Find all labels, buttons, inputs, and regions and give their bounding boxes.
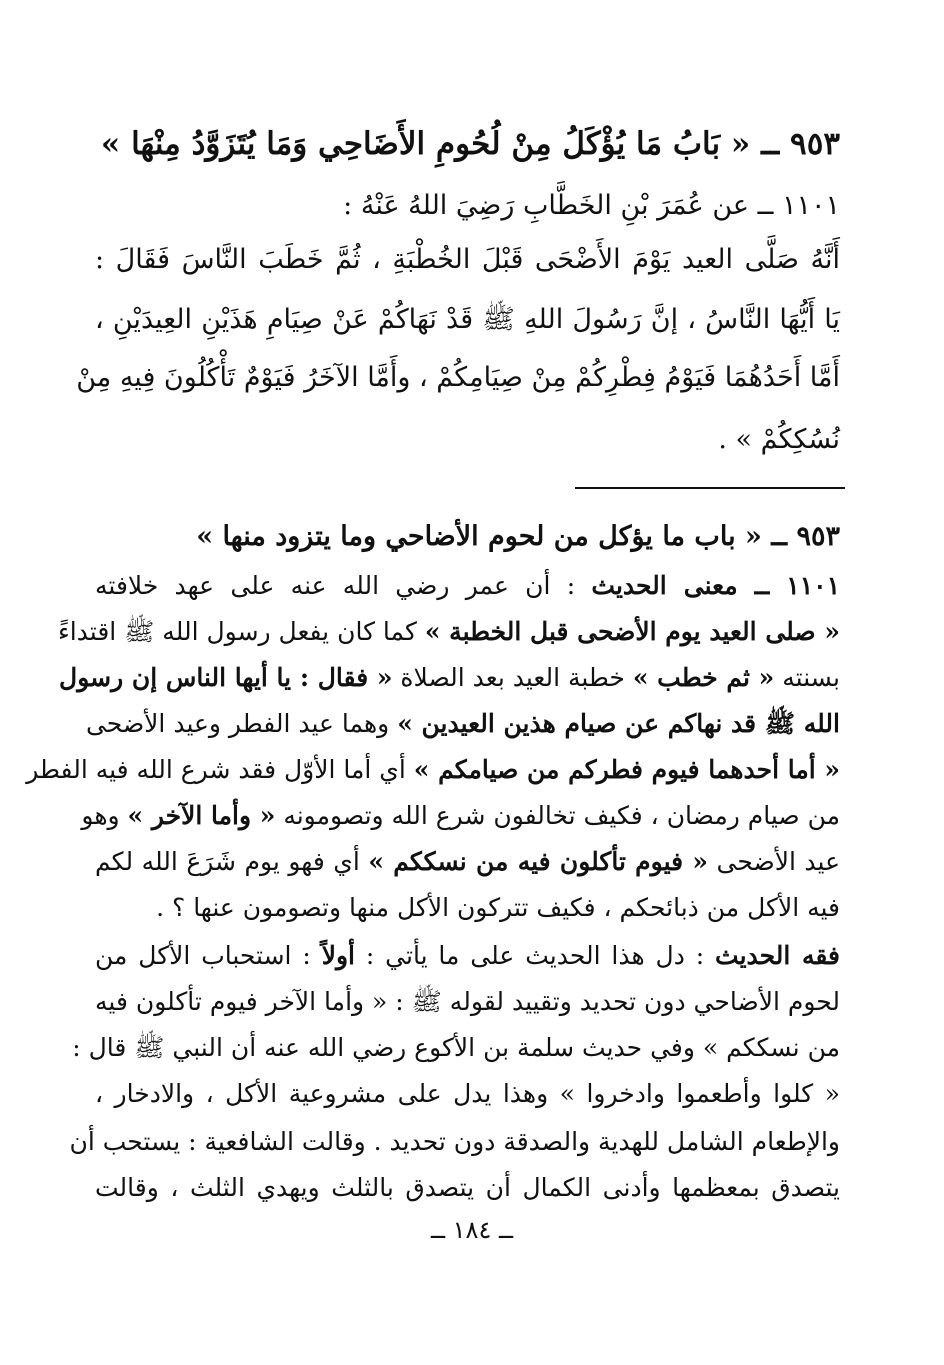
commentary-text: « كلوا وأطعموا وادخروا » وهذا يدل على مشروعية الأكل ، والادخار ، bbox=[95, 1079, 840, 1108]
point-label: أولاً bbox=[321, 941, 355, 970]
commentary-text: : دل هذا الحديث على ما يأتي : bbox=[354, 941, 716, 970]
commentary-text: لحوم الأضاحي دون تحديد وتقييد لقوله ﷺ : « وأما الآخر فيوم تأكلون فيه bbox=[95, 987, 840, 1016]
commentary-line bbox=[72, 1028, 840, 1068]
commentary-text: فيه الأكل من ذبائحكم ، فكيف تتركون الأكل منها وتصومون عنها ؟ . bbox=[156, 893, 840, 922]
commentary-line bbox=[59, 658, 840, 698]
commentary-text: خطبة العيد بعد الصلاة bbox=[392, 663, 633, 692]
commentary-text: بسنته bbox=[774, 663, 840, 692]
quoted-hadith-text: الله ﷺ قد نهاكم عن صيام هذين العيدين » bbox=[397, 709, 840, 738]
commentary-text: والإطعام الشامل للهدية والصدقة دون تحديد . وقالت الشافعية : يستحب أن bbox=[69, 1127, 840, 1156]
commentary-line bbox=[95, 566, 840, 606]
quoted-hadith-text: « فيوم تأكلون فيه من نسككم » bbox=[368, 847, 708, 876]
commentary-text: أي فهو يوم شَرَعَ الله لكم bbox=[95, 847, 369, 876]
commentary-line bbox=[85, 704, 840, 744]
commentary-text: من نسككم » وفي حديث سلمة بن الأكوع رضي الله عنه أن النبي ﷺ قال : bbox=[72, 1033, 840, 1062]
commentary-line bbox=[95, 888, 840, 928]
quoted-hadith-text: « فقال : يا أيها الناس إن رسول bbox=[59, 663, 393, 692]
commentary-line bbox=[95, 1168, 840, 1208]
page-number: ــ ١٨٤ ــ bbox=[430, 1216, 514, 1244]
quoted-hadith-text: « صلى العيد يوم الأضحى قبل الخطبة » bbox=[424, 617, 840, 646]
quoted-hadith-text: « أما أحدهما فيوم فطركم من صيامكم » bbox=[413, 755, 840, 784]
hadith-text-line: أَمَّا أَحَدُهُمَا فَيَوْمُ فِطْرِكُمْ مِنْ صِيَامِكُمْ ، وأَمَّا الآخَرُ فَيَوْمٌ تَأْكُلُونَ فِيهِ مِنْ bbox=[76, 362, 840, 393]
commentary-line bbox=[95, 936, 840, 976]
section-heading-meaning: ١١٠١ ــ معنى الحديث bbox=[591, 571, 841, 600]
commentary-line bbox=[81, 796, 840, 836]
commentary-text: أي أما الأوّل فقد شرع الله فيه الفطر bbox=[26, 755, 414, 784]
commentary-section bbox=[26, 0, 841, 1210]
commentary-text: : استحباب الأكل من bbox=[95, 941, 322, 970]
commentary-line bbox=[95, 842, 840, 882]
section-heading-fiqh: فقه الحديث bbox=[715, 941, 840, 970]
hadith-narrator-line: ١١٠١ ــ عن عُمَرَ بْنِ الخَطَّابِ رَضِيَ اللهُ عَنْهُ : bbox=[343, 190, 840, 221]
commentary-line bbox=[57, 612, 840, 652]
hadith-text-line: نُسُكِكُمْ » . bbox=[718, 424, 840, 455]
commentary-line bbox=[95, 982, 840, 1022]
commentary-line bbox=[95, 1074, 840, 1114]
commentary-text: وهو bbox=[81, 801, 128, 830]
hadith-text-line: يَا أَيُّهَا النَّاسُ ، إنَّ رَسُولَ اللهِ ﷺ قَدْ نَهَاكُمْ عَنْ صِيَامِ هَذَيْنِ العِيدَيْنِ ، bbox=[95, 304, 840, 335]
quoted-hadith-text: « ثم خطب » bbox=[632, 663, 775, 692]
commentary-line bbox=[69, 1122, 840, 1162]
hadith-text-line: أَنَّهُ صَلَّى العيد يَوْمَ الأَضْحَى قَبْلَ الخُطْبَةِ ، ثُمَّ خَطَبَ النَّاسَ فَقَالَ : bbox=[95, 244, 840, 275]
commentary-chapter-title: ٩٥٣ ــ « باب ما يؤكل من لحوم الأضاحي وما يتزود منها » bbox=[196, 521, 840, 552]
commentary-text: عيد الأضحى bbox=[707, 847, 840, 876]
commentary-text: كما كان يفعل رسول الله ﷺ اقتداءً bbox=[57, 617, 425, 646]
chapter-title: ٩٥٣ ــ « بَابُ مَا يُؤْكَلُ مِنْ لُحُومِ الأَضَاحِي وَمَا يُتَزَوَّدُ مِنْهَا » bbox=[100, 126, 840, 162]
quoted-hadith-text: « وأما الآخر » bbox=[127, 801, 276, 830]
commentary-text: من صيام رمضان ، فكيف تخالفون شرع الله وتصومونه bbox=[275, 801, 840, 830]
commentary-text: وهما عيد الفطر وعيد الأضحى bbox=[85, 709, 398, 738]
commentary-line bbox=[26, 750, 840, 790]
commentary-text: : أن عمر رضي الله عنه على عهد خلافته bbox=[95, 571, 592, 600]
commentary-text: يتصدق بمعظمها وأدنى الكمال أن يتصدق بالثلث ويهدي الثلث ، وقالت bbox=[95, 1173, 840, 1202]
